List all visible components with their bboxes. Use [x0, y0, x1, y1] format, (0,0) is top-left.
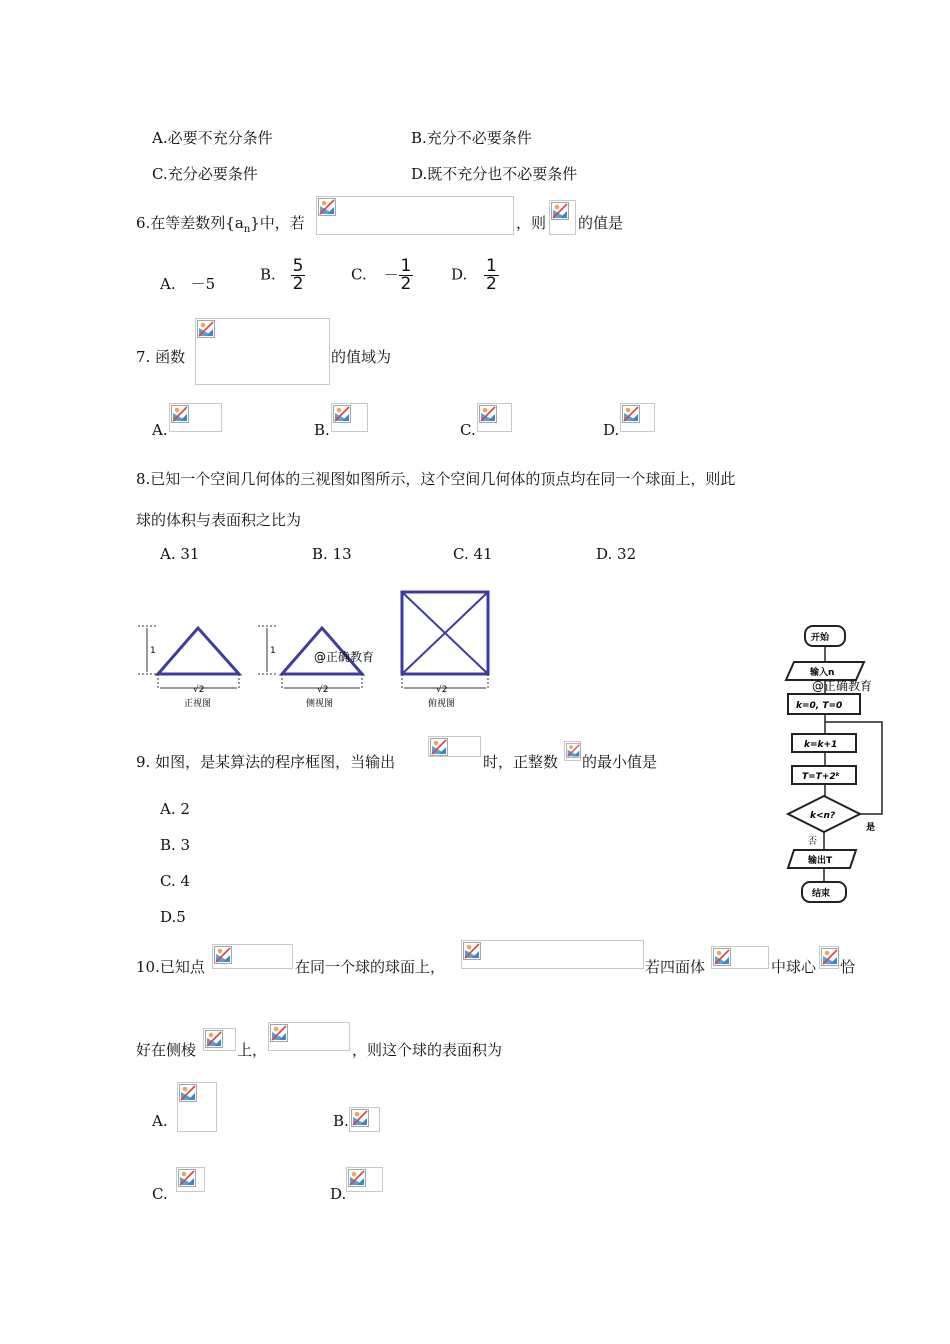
- broken-image-icon: [178, 1169, 196, 1187]
- formula-image-q10-a: [177, 1082, 217, 1132]
- q10-stem-8: ，则这个球的表面积为: [352, 1041, 503, 1059]
- q6-option-d: D. $\frac{1}{2}$: [451, 256, 497, 294]
- q8-option-d: D. 32: [596, 545, 637, 563]
- formula-image-q7-b: [331, 403, 368, 432]
- q10-option-b: B.: [333, 1112, 349, 1130]
- broken-image-icon: [463, 942, 481, 960]
- formula-image-q10-b: [349, 1107, 380, 1132]
- q9-stem: 9. 如图，是某算法的程序框图，当输出: [136, 753, 396, 771]
- q9-stem-mid: 时，正整数: [483, 753, 559, 771]
- flow-step1: k=k+1: [804, 740, 838, 750]
- q9-stem-end: 的最小值是: [582, 753, 658, 771]
- q10-stem-2: 在同一个球的球面上，: [295, 958, 446, 976]
- top-view: [402, 592, 488, 688]
- q10-stem-6: 好在侧棱: [136, 1041, 197, 1059]
- q10-stem: 10.已知点: [136, 958, 205, 976]
- broken-image-icon: [171, 405, 189, 423]
- front-view-label: 正视图: [184, 699, 212, 709]
- formula-image-q7-d: [620, 403, 655, 432]
- q7-stem-end: 的值域为: [331, 348, 392, 366]
- formula-image-q10-c: [176, 1167, 205, 1192]
- q9-option-c: C. 4: [160, 872, 191, 890]
- side-height-label: 1: [270, 646, 276, 656]
- top-width-label: √2: [436, 685, 448, 695]
- broken-image-icon: [318, 198, 336, 216]
- broken-image-icon: [551, 202, 569, 220]
- flow-no-label: 否: [808, 837, 818, 847]
- q8-option-c: C. 41: [453, 545, 493, 563]
- broken-image-icon: [479, 405, 497, 423]
- q5-option-a: A.必要不充分条件: [152, 129, 273, 147]
- formula-image-q10-center: [819, 946, 839, 969]
- q6-option-a: A. －5: [160, 275, 216, 293]
- q6-option-b: B. $\frac{5}{2}$: [260, 256, 304, 294]
- flow-yes-label: 是: [866, 823, 876, 833]
- q8-option-b: B. 13: [312, 545, 352, 563]
- front-width-label: √2: [193, 685, 205, 695]
- formula-image-q6-condition: [316, 196, 514, 235]
- q10-stem-7: 上，: [237, 1041, 268, 1059]
- broken-image-icon: [821, 948, 839, 966]
- fraction: $\frac{5}{2}$: [292, 256, 304, 294]
- q7-option-b: B.: [314, 421, 330, 439]
- q5-option-d: D.既不充分也不必要条件: [411, 165, 578, 183]
- q10-option-a: A.: [152, 1112, 168, 1130]
- fraction: $\frac{1}{2}$: [400, 256, 412, 294]
- formula-image-q7-function: [195, 318, 330, 385]
- q5-option-b: B.充分不必要条件: [411, 129, 532, 147]
- q6-option-c: C. － $\frac{1}{2}$: [351, 256, 412, 294]
- broken-image-icon: [179, 1084, 197, 1102]
- q10-stem-4: 中球心: [771, 958, 817, 976]
- formula-image-q7-c: [477, 403, 512, 432]
- side-view-label: 侧视图: [306, 699, 334, 709]
- q7-option-c: C.: [460, 421, 476, 439]
- flow-condition: k<n?: [810, 811, 836, 821]
- three-view-figure: [136, 588, 506, 713]
- formula-image-q9-n: [564, 741, 581, 761]
- q10-stem-3: 若四面体: [645, 958, 706, 976]
- broken-image-icon: [430, 738, 448, 756]
- flow-end: 结束: [812, 889, 831, 899]
- front-height-label: 1: [150, 646, 156, 656]
- formula-image-q10-tetrahedron: [711, 946, 769, 969]
- q8-option-a: A. 31: [160, 545, 200, 563]
- top-view-label: 俯视图: [428, 699, 456, 709]
- broken-image-icon: [348, 1169, 366, 1187]
- broken-image-icon: [622, 405, 640, 423]
- q10-stem-5: 恰: [840, 958, 856, 976]
- q10-option-c: C.: [152, 1185, 168, 1203]
- flow-init: k=0, T=0: [796, 701, 843, 711]
- formula-image-q10-length: [268, 1022, 350, 1051]
- q7-option-d: D.: [603, 421, 620, 439]
- q8-stem-line1: 8.已知一个空间几何体的三视图如图所示，这个空间几何体的顶点均在同一个球面上，则此: [136, 470, 736, 488]
- q9-option-d: D.5: [160, 908, 186, 926]
- broken-image-icon: [351, 1109, 369, 1127]
- fraction: $\frac{1}{2}$: [486, 256, 497, 294]
- broken-image-icon: [333, 405, 351, 423]
- q10-option-d: D.: [330, 1185, 347, 1203]
- formula-image-q6-target: [549, 200, 576, 235]
- flow-output: 输出T: [808, 856, 833, 866]
- formula-image-q9-output: [428, 736, 481, 757]
- broken-image-icon: [205, 1030, 223, 1048]
- side-width-label: √2: [317, 685, 329, 695]
- q6-stem: 6.在等差数列$\{a_n\}$中，若: [136, 214, 305, 235]
- formula-image-q10-points: [212, 944, 293, 969]
- formula-image-q10-d: [346, 1167, 383, 1192]
- broken-image-icon: [214, 946, 232, 964]
- flowchart: [778, 622, 890, 912]
- formula-image-q7-a: [169, 403, 222, 432]
- q6-stem-end: 的值是: [578, 214, 624, 232]
- q5-option-c: C.充分必要条件: [152, 165, 258, 183]
- broken-image-icon: [197, 320, 215, 338]
- q9-option-a: A. 2: [160, 800, 190, 818]
- q9-option-b: B. 3: [160, 836, 191, 854]
- broken-image-icon: [566, 743, 581, 758]
- broken-image-icon: [270, 1024, 288, 1042]
- flow-step2: T=T+2ᵏ: [802, 772, 841, 782]
- q7-stem: 7. 函数: [136, 348, 186, 366]
- watermark: @正确教育: [314, 650, 375, 664]
- flow-start: 开始: [811, 633, 830, 643]
- formula-image-q10-edge: [203, 1028, 236, 1051]
- broken-image-icon: [713, 948, 731, 966]
- flowchart-watermark: @正确教育: [812, 679, 873, 693]
- formula-image-q10-condition: [461, 940, 644, 969]
- q8-stem-line2: 球的体积与表面积之比为: [136, 511, 302, 529]
- front-view: [138, 626, 239, 688]
- q6-stem-mid: ，则: [516, 214, 547, 232]
- q7-option-a: A.: [152, 421, 168, 439]
- flow-input: 输入n: [810, 668, 835, 678]
